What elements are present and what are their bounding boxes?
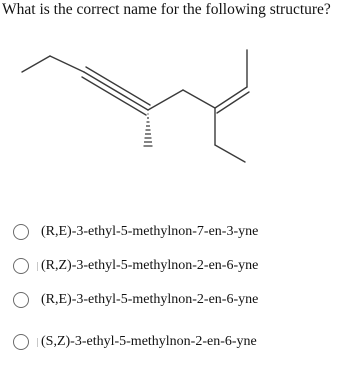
tick-mark xyxy=(37,338,38,347)
bond xyxy=(50,56,84,72)
hashed-wedge-bond xyxy=(144,114,153,146)
bond xyxy=(215,145,245,162)
option-2[interactable] xyxy=(13,256,258,276)
option-label: (R,E)-3-ethyl-5-methylnon-7-en-3-yne xyxy=(41,224,259,239)
option-4[interactable] xyxy=(13,332,257,352)
tick-mark xyxy=(37,262,38,271)
option-label: (R,E)-3-ethyl-5-methylnon-2-en-6-yne xyxy=(41,292,259,307)
bond xyxy=(22,56,50,72)
question-text: What is the correct name for the following structure? xyxy=(2,1,331,18)
double-bond xyxy=(217,92,249,113)
double-bond xyxy=(215,87,247,108)
bond xyxy=(148,90,183,110)
option-3[interactable] xyxy=(13,290,258,310)
triple-bond xyxy=(82,77,146,115)
option-1[interactable] xyxy=(13,222,258,242)
option-label: (S,Z)-3-ethyl-5-methylnon-2-en-6-yne xyxy=(41,334,257,349)
triple-bond xyxy=(84,72,148,110)
radio-button[interactable] xyxy=(13,292,29,308)
radio-button[interactable] xyxy=(13,224,29,240)
radio-button[interactable] xyxy=(13,334,29,350)
tick-mark xyxy=(37,296,38,305)
bond xyxy=(183,90,215,108)
radio-button[interactable] xyxy=(13,258,29,274)
option-label: (R,Z)-3-ethyl-5-methylnon-2-en-6-yne xyxy=(41,258,259,273)
triple-bond xyxy=(86,67,150,105)
tick-mark xyxy=(37,228,38,237)
